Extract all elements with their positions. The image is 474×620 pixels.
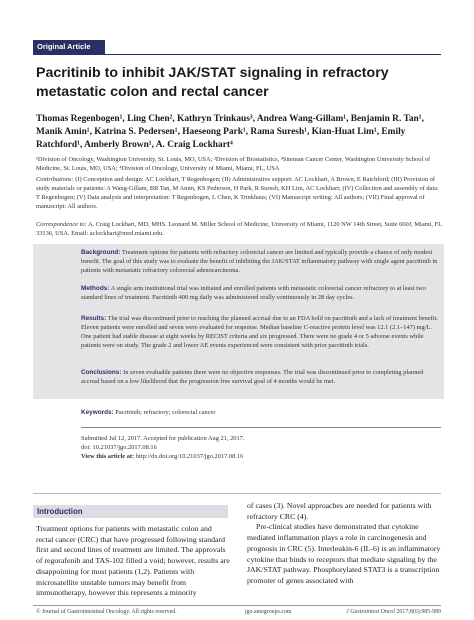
- volume-pages: 2017;8(6):985-989: [396, 609, 441, 615]
- section-divider: [33, 493, 441, 494]
- results-text: The trial was discontinued prior to reaching the planned accrual due to an FDA hold on pacritinib and a lack of treatment benefit. Eleven patients were enrolled and seven were evaluated for response. Median baseline C-reactive protein level was 12.1 (2.1–147) mg/L. One patient had stable disease at eight weeks by RECIST criteria and six progressed. There were no grade 4 or 5 adverse events while patients were on study. The grade 2 and lower AE events experienced were consistent with prior pacritinib trials.: [81, 315, 438, 350]
- journal-name: J Gastrointest Oncol: [346, 609, 395, 615]
- contributions-label: Contributions:: [36, 176, 74, 183]
- correspondence-text: A. Craig Lockhart, MD, MHS. Leonard M. Miller School of Medicine, University of Miami, 1120 NW 14th Street, Suite 660J, Miami, FL 33136, USA. Email: aclockhart@med.miami.edu.: [36, 221, 442, 238]
- article-type-badge: Original Article: [33, 40, 105, 54]
- affiliations: ¹Division of Oncology, Washington University, St. Louis, MO, USA; ²Division of Biostatistics, ³Siteman Cancer Center, Washington University School of Medicine, St. Louis, MO, USA; ⁴Division of Oncology, University of Miami, Miami, FL, USA: [36, 156, 431, 173]
- abstract-background: [81, 248, 441, 275]
- intro-paragraph-continued: of cases (3). Novel approaches are needed for patients with refractory CRC (4).: [247, 501, 432, 521]
- footer-site[interactable]: jgo.amegroups.com: [245, 609, 292, 615]
- keywords-label: Keywords:: [81, 409, 114, 416]
- background-label: Background:: [81, 249, 121, 256]
- submission-dates: Submitted Jul 12, 2017. Accepted for publication Aug 21, 2017.: [81, 435, 245, 442]
- keywords: [81, 408, 441, 417]
- conclusions-text: In seven evaluable patients there were no objective responses. The trial was discontinued prior to completing planned accrual based on a low likelihood that the progression free survival goal of 4 months would be met.: [81, 369, 424, 386]
- view-article-line: [81, 452, 441, 461]
- footer-copyright: © Journal of Gastrointestinal Oncology. All rights reserved.: [36, 609, 177, 615]
- methods-label: Methods:: [81, 285, 110, 292]
- submission-info: [81, 434, 441, 461]
- intro-paragraph-1: Treatment options for patients with metastatic colon and rectal cancer (CRC) that have progressed following standard first and second lines of treatment are limited. The approvals of regorafenib and TAS-102 filled a void; however, results are disappointing for most patients (1,2). Patients with microsatellite unstable tumors may benefit from immunotherapy, however this represents a minority: [36, 524, 230, 598]
- methods-text: A single arm institutional trial was initiated and enrolled patients with metastatic colorectal cancer refractory to at least two standard lines of treatment. Pacritinib 400 mg daily was administered orally continuously in 28 day cycles.: [81, 285, 426, 302]
- keywords-text: Pacritinib; refractory; colorectal cancer: [115, 409, 216, 416]
- results-label: Results:: [81, 315, 107, 322]
- correspondence-label: Correspondence to:: [36, 221, 87, 228]
- abstract-conclusions: [81, 368, 441, 386]
- correspondence: [36, 220, 442, 238]
- conclusions-label: Conclusions:: [81, 369, 122, 376]
- view-article-link[interactable]: http://dx.doi.org/10.21037/jgo.2017.08.16: [135, 453, 244, 461]
- abstract-results: [81, 314, 441, 350]
- contributions: [36, 175, 442, 211]
- introduction-heading: Introduction: [37, 507, 83, 516]
- view-article-label: View this article at:: [81, 453, 135, 461]
- author-list: Thomas Regenbogen¹, Ling Chen², Kathryn Trinkaus³, Andrea Wang-Gillam¹, Benjamin R. Tan¹, Manik Amin¹, Katrina S. Pedersen¹, Haeseong Park¹, Rama Suresh¹, Kian-Huat Lim¹, Emily Ratchford¹, Amberly Brown¹, A. Craig Lockhart⁴: [36, 114, 424, 150]
- body-column-left: [36, 524, 230, 599]
- body-column-right: [247, 501, 441, 587]
- footer-rule: [33, 605, 441, 606]
- background-text: Treatment options for patients with refractory colorectal cancer are limited and typically provide a chance of only modest benefit. The goal of this study was to evaluate the benefit of inhibiting the JAK/STAT inflammatory pathway with single agent pacritinib in patients with metastatic refractory colorectal adenocarcinoma.: [81, 249, 438, 275]
- intro-paragraph-2: Pre-clinical studies have demonstrated that cytokine mediated inflammation plays a role in carcinogenesis and prognosis in CRC (5). Interleukin-6 (IL-6) is an inflammatory cytokine that binds to receptors that mediate signaling by the JAK/STAT pathway. Phosphorylated STAT3 is a transcription promoter of genes associated with: [247, 522, 441, 585]
- keywords-divider: [81, 427, 441, 428]
- footer-citation: [346, 609, 441, 615]
- contributions-text: (I) Conception and design: AC Lockhart, T Regenbogen; (II) Administrative support: AC Lockhart, A Brown, E Ratchford; (III) Provision of study materials or patients: A Wang-Gillam, BR Tan, M Amin, KS Pederson, H Park, R Suresh, KH Lim, AC Lockhart; (IV) Collection and assembly of data: T Regenbogen; (V) Data analysis and interpretation: T Regenbogen, L Chen, K Trinkhaus; (VI) Manuscript writing: All authors; (VII) Final approval of manuscript: All authors.: [36, 176, 439, 211]
- abstract-box: [33, 244, 444, 399]
- header-rule: [33, 54, 441, 55]
- doi: doi: 10.21037/jgo.2017.08.16: [81, 444, 157, 452]
- article-title: Pacritinib to inhibit JAK/STAT signaling in refractory metastatic colon and rectal cancer: [36, 65, 389, 100]
- abstract-methods: [81, 284, 441, 302]
